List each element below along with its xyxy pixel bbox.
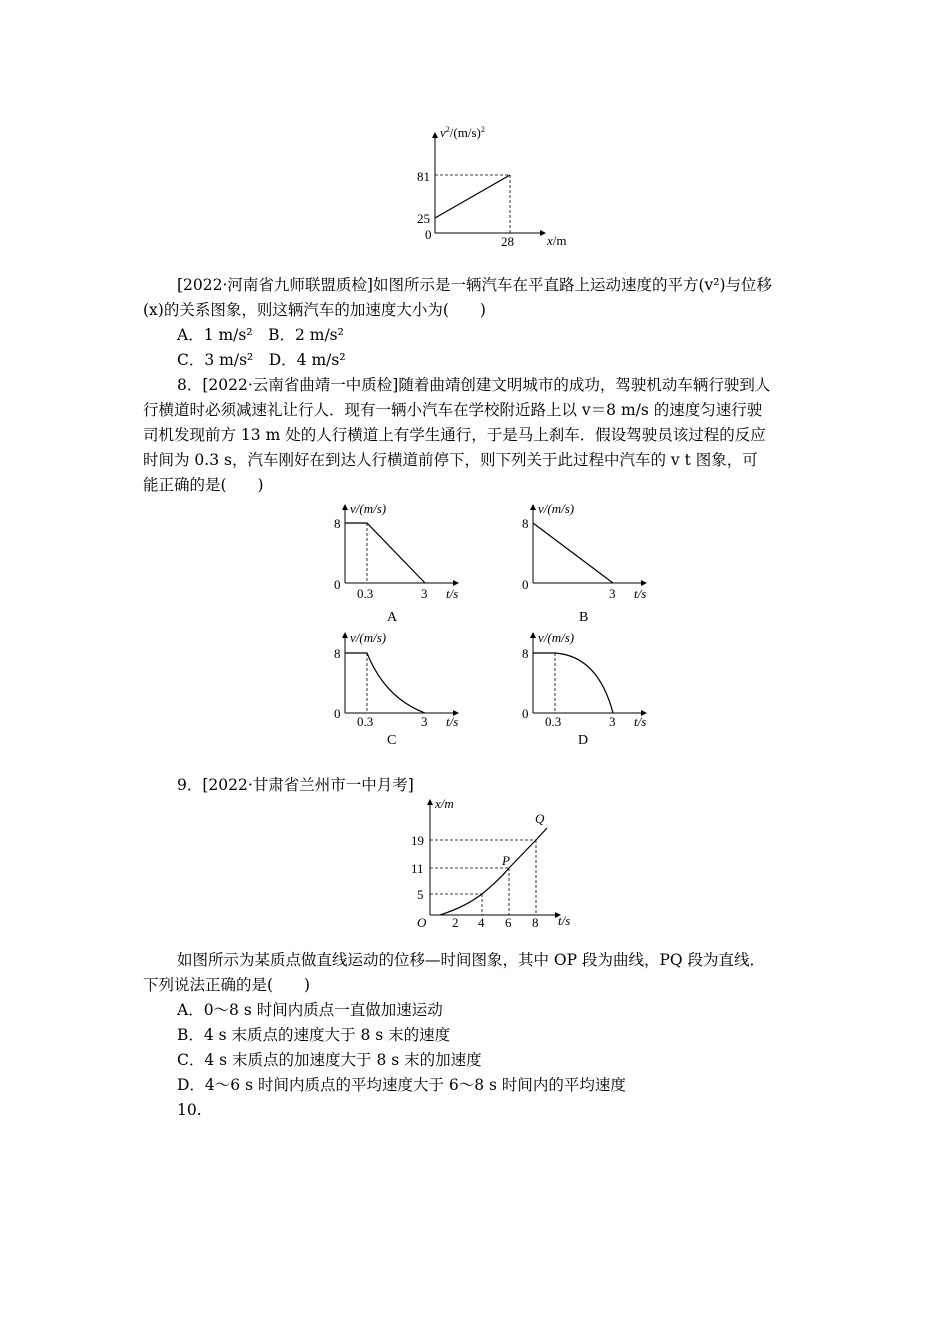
q8c-tick-8: 8 [334,646,341,661]
q8d-tick-03: 0.3 [545,714,562,729]
q7-tick-25: 25 [417,211,430,226]
q7-stem-line1: [2022·河南省九师联盟质检]如图所示是一辆汽车在平直路上运动速度的平方(v²)与位移 [177,276,773,294]
q9-x-label: t/s [558,913,571,928]
q7-y-label: $v^2/(m/s)^2$ [440,125,485,140]
q8b-data-line [533,523,613,583]
q8c-x-label: t/s [446,714,459,729]
q8b-tick-8: 8 [522,516,529,531]
q8b-x-label: t/s [634,586,647,601]
q9-stem-line2: 下列说法正确的是( ) [143,976,311,994]
q7-options-row2: C．3 m/s² D．4 m/s² [177,351,346,369]
q8a-data-line [345,523,425,583]
q7-origin: 0 [425,227,432,242]
q9-point-q: Q [535,811,545,826]
q8c-tick-3: 3 [421,714,428,729]
q8a-y-label: v/(m/s) [350,501,387,516]
q8b-tick-3: 3 [609,586,616,601]
q8-graph-c [330,628,470,733]
q9-option-d: D．4～6 s 时间内质点的平均速度大于 6～8 s 时间内的平均速度 [177,1076,626,1094]
q7-tick-28: 28 [501,234,514,249]
q9-point-p: P [502,853,510,868]
q8-graph-d-svg [518,628,658,733]
q8-graph-b [518,500,658,605]
q8a-tick-3: 3 [421,586,428,601]
q8d-tick-8: 8 [522,646,529,661]
q9-stem-line1: 如图所示为某质点做直线运动的位移—时间图象，其中 OP 段为曲线，PQ 段为直线． [177,951,766,969]
q9-tick-5: 5 [417,887,424,902]
q8b-tick-0: 0 [522,577,529,592]
q7-tick-81: 81 [417,169,430,184]
q7-graph-svg [405,125,585,250]
q8-stem-line4: 时间为 0.3 s，汽车刚好在到达人行横道前停下，则下列关于此过程中汽车的 v t 图象，可 [143,451,758,469]
q8-stem-line3: 司机发现前方 13 m 处的人行横道上有学生通行，于是马上刹车．假设驾驶员该过程的反应 [143,426,766,444]
q9-tick-19: 19 [411,833,424,848]
q8a-tick-0: 0 [334,577,341,592]
q7-graph [405,125,585,250]
q7-data-line [435,175,510,218]
q10-label: 10. [177,1101,202,1119]
q9-tick-4: 4 [478,915,485,930]
q8-graph-b-svg [518,500,658,605]
q8-caption-c: C [387,733,397,748]
q8-graph-a-svg [330,500,470,605]
q9-data-curve [440,828,547,915]
q9-tick-8: 8 [532,915,539,930]
q9-header: 9．[2022·甘肃省兰州市一中月考] [177,776,414,794]
q8-stem-line2: 行横道时必须减速礼让行人．现有一辆小汽车在学校附近路上以 v＝8 m/s 的速度匀速行驶 [143,401,763,419]
q7-stem-line2: (x)的关系图象，则这辆汽车的加速度大小为( ) [143,301,486,319]
q8b-y-label: v/(m/s) [538,501,575,516]
q8d-x-label: t/s [634,714,647,729]
q8-stem-line1: 8．[2022·云南省曲靖一中质检]随着曲靖创建文明城市的成功，驾驶机动车辆行驶到人 [177,376,771,394]
q9-tick-11: 11 [411,861,424,876]
q8-graph-d [518,628,658,733]
q8d-tick-0: 0 [522,706,529,721]
q9-option-a: A．0～8 s 时间内质点一直做加速运动 [177,1001,443,1019]
q8a-tick-8: 8 [334,516,341,531]
q8-caption-a: A [387,610,398,625]
q8-graph-a [330,500,470,605]
q9-origin: O [417,915,427,930]
q8-stem-line5: 能正确的是( ) [143,476,264,494]
q8a-tick-03: 0.3 [357,586,374,601]
q8c-tick-03: 0.3 [357,714,374,729]
q8-graph-c-svg [330,628,470,733]
q7-x-label: x/m [547,233,567,248]
q7-options-row1: A．1 m/s² B．2 m/s² [177,326,344,344]
q8-caption-d: D [578,733,589,748]
q8c-data-curve [345,653,425,713]
q9-option-c: C．4 s 末质点的加速度大于 8 s 末的加速度 [177,1051,482,1069]
q9-graph [405,795,585,935]
q8d-tick-3: 3 [609,714,616,729]
q8c-y-label: v/(m/s) [350,630,387,645]
q8d-y-label: v/(m/s) [538,630,575,645]
q8-caption-b: B [579,610,589,625]
q9-tick-2: 2 [452,915,459,930]
q9-y-label: x/m [435,796,454,811]
q8a-x-label: t/s [446,586,459,601]
q9-graph-svg [405,795,585,935]
q9-option-b: B．4 s 末质点的速度大于 8 s 末的速度 [177,1026,451,1044]
q8c-tick-0: 0 [334,706,341,721]
q8d-data-curve [533,653,613,713]
q9-tick-6: 6 [505,915,512,930]
